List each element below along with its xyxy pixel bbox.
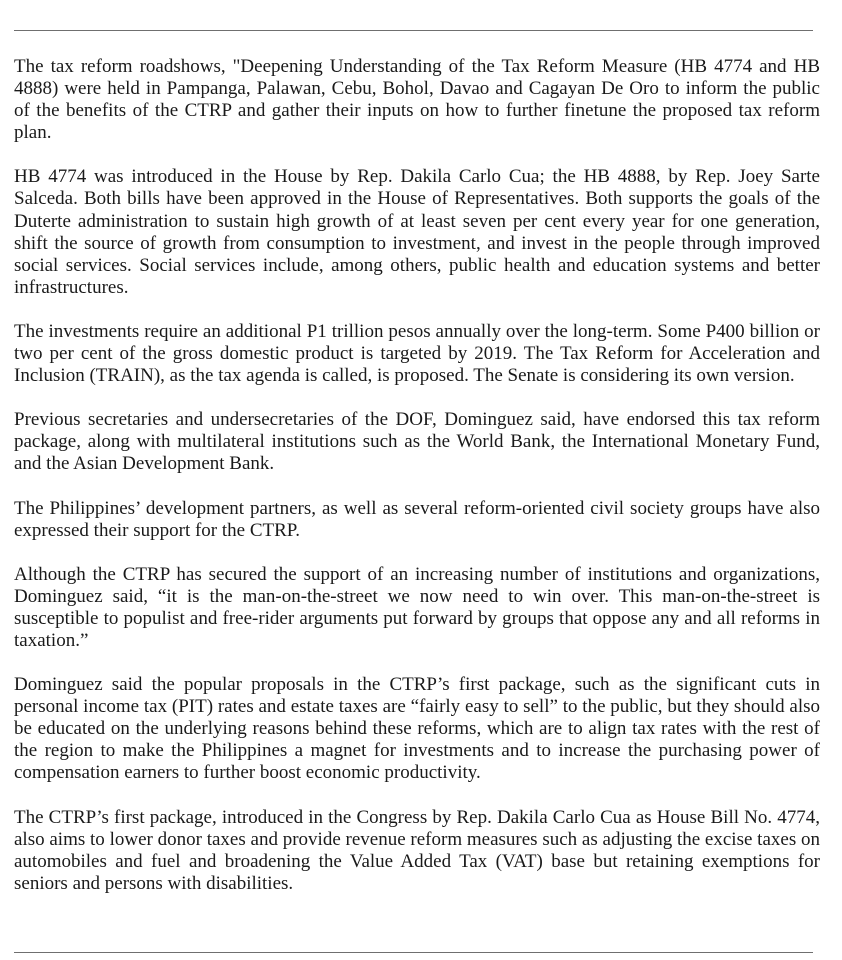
paragraph-popular-proposals: Dominguez said the popular proposals in the CTRP’s first package, such as the significant cuts in personal income tax (PIT) rates and estate taxes are “fairly easy to sell” to the public, but they should also be educated on the underlying reasons behind these reforms, which are to align tax rates with the rest of the region to make the Philippines a magnet for investments and to increase the purchasing power of compensation earners to further boost economic productivity. xyxy=(14,674,820,784)
top-divider xyxy=(14,30,813,31)
bottom-divider xyxy=(14,952,813,953)
paragraph-endorsements: Previous secretaries and undersecretaries of the DOF, Dominguez said, have endorsed this tax reform package, along with multilateral institutions such as the World Bank, the International Monetary Fund, and the Asian Development Bank. xyxy=(14,409,820,475)
paragraph-bills: HB 4774 was introduced in the House by Rep. Dakila Carlo Cua; the HB 4888, by Rep. Joey Sarte Salceda. Both bills have been approved in the House of Representatives. Both supports the goals of the Duterte administration to sustain high growth of at least seven per cent every year for one generation, shift the source of growth from consumption to investment, and invest in the people through improved social services. Social services include, among others, public health and education systems and better infrastructures. xyxy=(14,166,820,298)
paragraph-roadshows: The tax reform roadshows, "Deepening Understanding of the Tax Reform Measure (HB 4774 and HB 4888) were held in Pampanga, Palawan, Cebu, Bohol, Davao and Cagayan De Oro to inform the public of the benefits of the CTRP and gather their inputs on how to further finetune the proposed tax reform plan. xyxy=(14,56,820,144)
paragraph-investments: The investments require an additional P1 trillion pesos annually over the long-term. Some P400 billion or two per cent of the gross domestic product is targeted by 2019. The Tax Reform for Acceleration and Inclusion (TRAIN), as the tax agenda is called, is proposed. The Senate is considering its own version. xyxy=(14,320,820,387)
paragraph-partners: The Philippines’ development partners, as well as several reform-oriented civil society groups have also expressed their support for the CTRP. xyxy=(14,497,820,541)
article-body xyxy=(14,56,820,917)
paragraph-man-on-the-street: Although the CTRP has secured the support of an increasing number of institutions and organizations, Dominguez said, “it is the man-on-the-street we now need to win over. This man-on-the-street is susceptible to populist and free-rider arguments put forward by groups that oppose any and all reforms in taxation.” xyxy=(14,563,820,651)
paragraph-first-package: The CTRP’s first package, introduced in the Congress by Rep. Dakila Carlo Cua as House Bill No. 4774, also aims to lower donor taxes and provide revenue reform measures such as adjusting the excise taxes on automobiles and fuel and broadening the Value Added Tax (VAT) base but retaining exemptions for seniors and persons with disabilities. xyxy=(14,806,820,894)
